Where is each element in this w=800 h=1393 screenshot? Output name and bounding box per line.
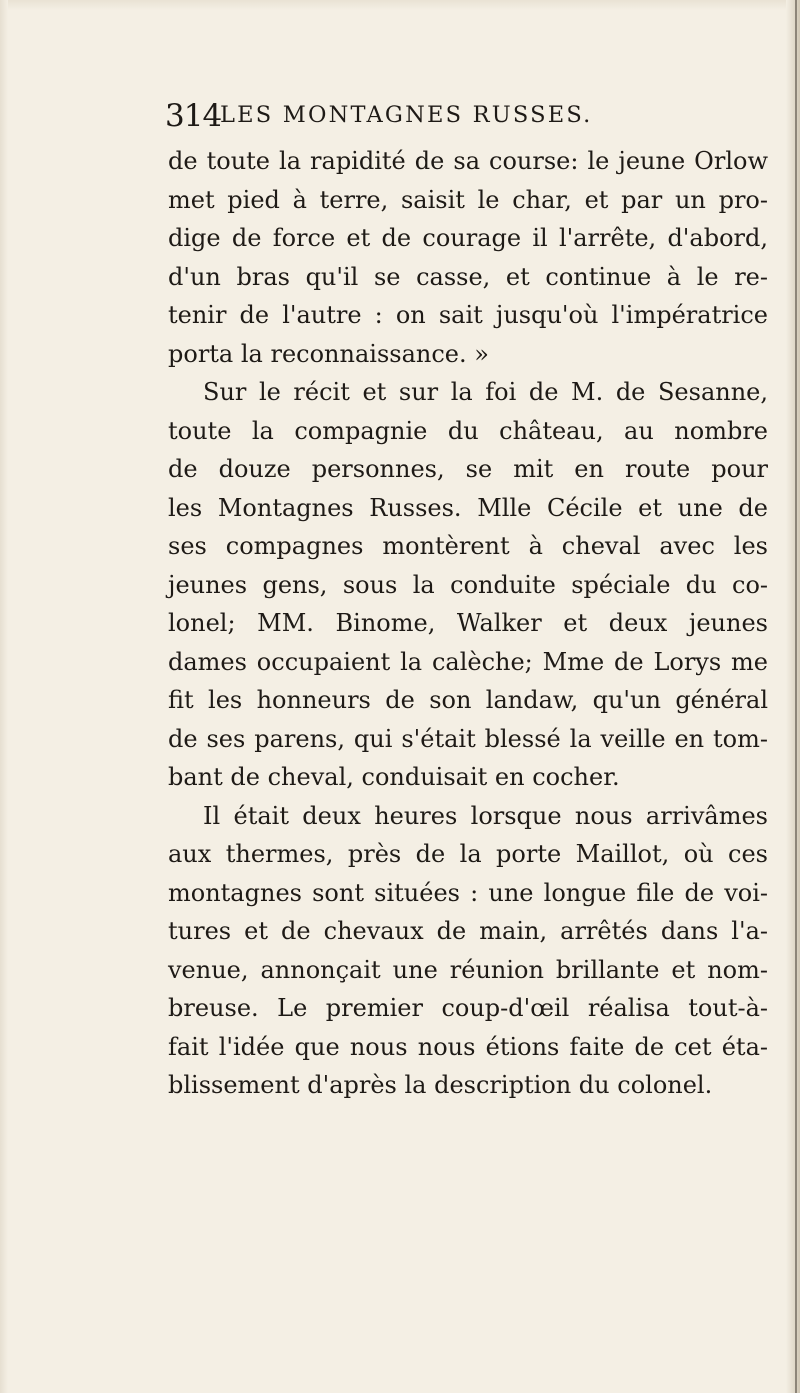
page-left-edge xyxy=(0,0,8,1393)
text-line: met pied à terre, saisit le char, et par un pro- xyxy=(168,185,768,214)
text-line: toute la compagnie du château, au nombre xyxy=(168,416,768,445)
text-line: de toute la rapidité de sa course: le jeune Orlow xyxy=(168,147,768,175)
text-line: ses compagnes montèrent à cheval avec les xyxy=(168,532,768,560)
page-header xyxy=(165,98,765,142)
text-line: bant de cheval, conduisait en cocher. xyxy=(168,763,620,791)
text-line: dames occupaient la calèche; Mme de Lorys me xyxy=(168,647,768,676)
page-number: 314 xyxy=(165,98,222,134)
body-text xyxy=(168,142,768,1105)
text-line: fit les honneurs de son landaw, qu'un général xyxy=(168,686,768,714)
paragraph-start-line: Sur le récit et sur la foi de M. de Sesanne, xyxy=(203,378,768,406)
text-line: blissement d'après la description du colonel. xyxy=(168,1071,713,1099)
text-line: aux thermes, près de la porte Maillot, où ces xyxy=(168,840,768,868)
page-binding-edge xyxy=(786,0,800,1393)
text-line: venue, annonçait une réunion brillante et nom- xyxy=(168,955,768,984)
page-top-edge xyxy=(0,0,800,10)
text-line: dige de force et de courage il l'arrête, d'abord, xyxy=(168,224,768,252)
text-line: les Montagnes Russes. Mlle Cécile et une de xyxy=(168,493,768,522)
text-line: jeunes gens, sous la conduite spéciale du co- xyxy=(168,570,768,599)
text-line: fait l'idée que nous nous étions faite de cet éta- xyxy=(168,1032,768,1061)
text-line: montagnes sont situées : une longue file de voi- xyxy=(168,878,768,907)
text-line: d'un bras qu'il se casse, et continue à le re- xyxy=(168,262,768,291)
text-line: lonel; MM. Binome, Walker et deux jeunes xyxy=(168,609,768,637)
text-line: porta la reconnaissance. » xyxy=(168,339,489,368)
text-line: breuse. Le premier coup-d'œil réalisa tout-à- xyxy=(168,994,768,1022)
text-line: tenir de l'autre : on sait jusqu'où l'impératrice xyxy=(168,301,768,329)
text-line: tures et de chevaux de main, arrêtés dans l'a- xyxy=(168,917,768,945)
text-line: de douze personnes, se mit en route pour xyxy=(168,455,768,483)
running-title: LES MONTAGNES RUSSES. xyxy=(220,102,593,128)
text-line: de ses parens, qui s'était blessé la veille en tom- xyxy=(168,724,768,753)
paragraph-start-line: Il était deux heures lorsque nous arrivâmes xyxy=(203,801,768,830)
